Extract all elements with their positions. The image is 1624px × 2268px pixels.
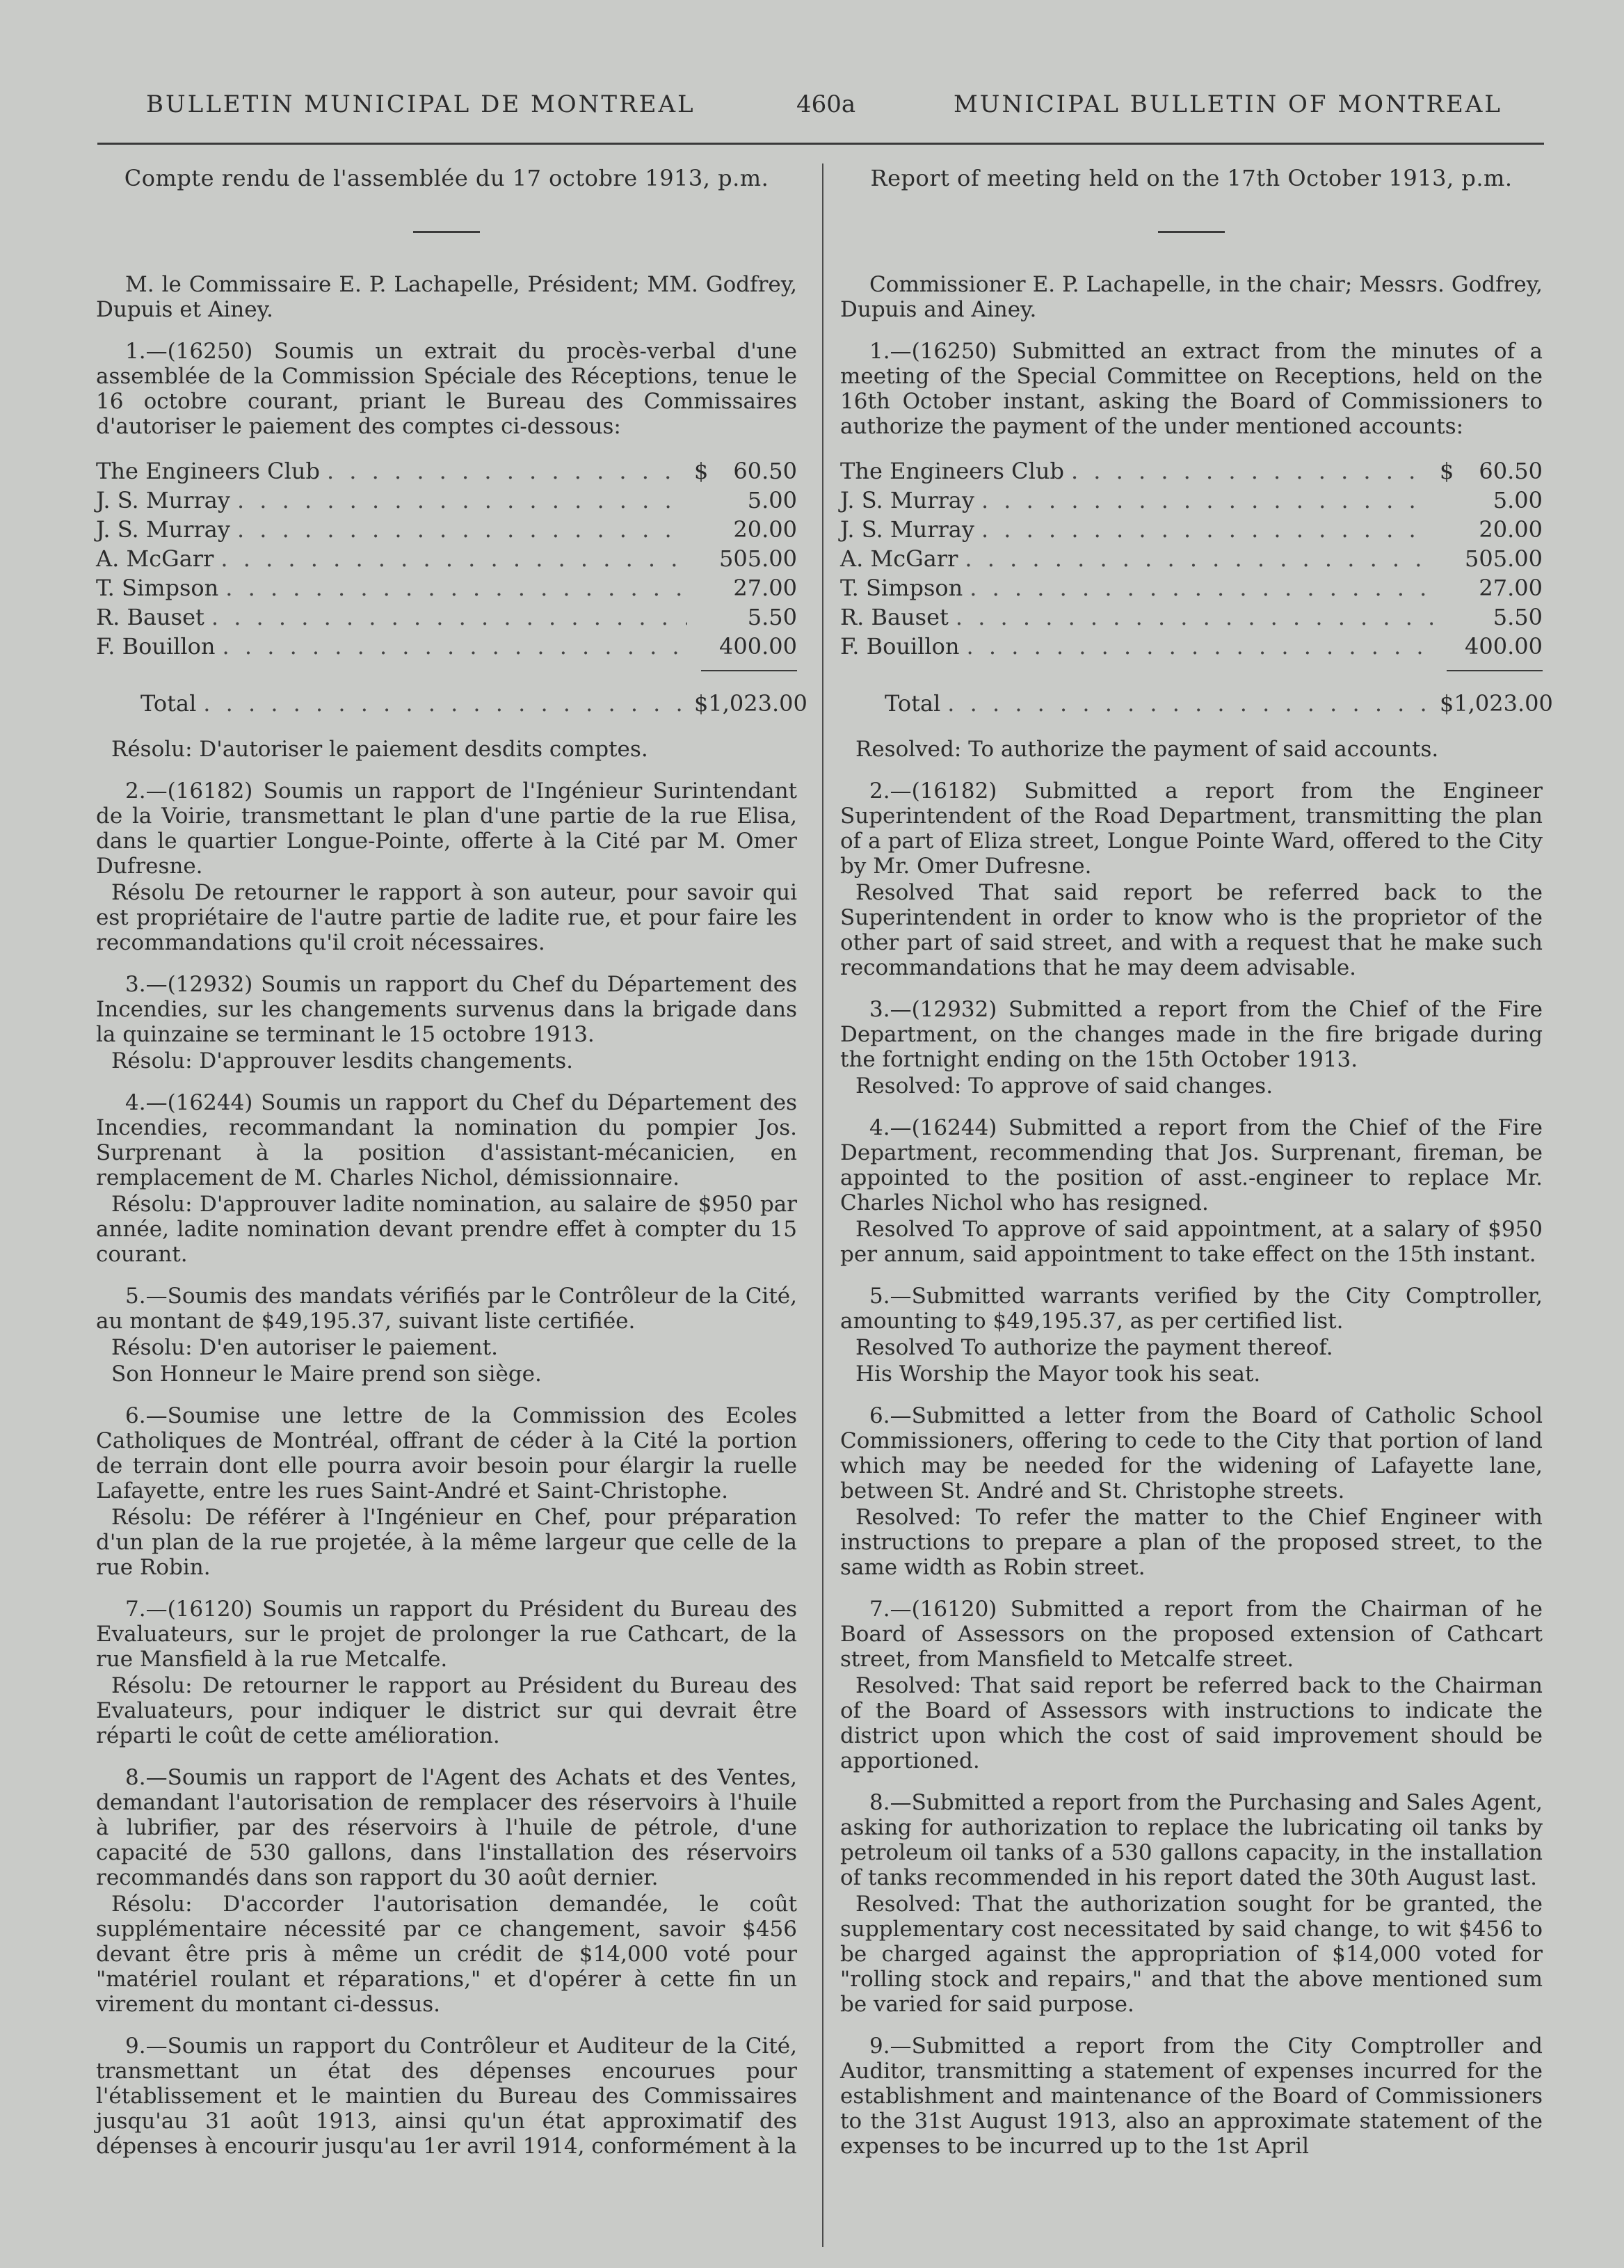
item-7: 7.—(16120) Submitted a report from the Chairman of he Board of Assessors on the proposed extension of Cathcart street, from Mansfield to Metcalfe street.	[840, 1597, 1543, 1672]
resolution-4: Résolu: D'approuver ladite nomination, au salaire de $950 par année, ladite nomination devant prendre effet à compter du 15 courant.	[96, 1192, 797, 1267]
title-rule	[1158, 231, 1225, 233]
account-row: J. S. Murray . . . 5.00	[840, 488, 1543, 517]
account-row: A. McGarr . . . 505.00	[840, 546, 1543, 575]
item-8: 8.—Soumis un rapport de l'Agent des Achats et des Ventes, demandant l'autorisation de remplacer des réservoirs à l'huile à lubrifier, par des réservoirs à l'huile de pétrole, d'une capacité de 530 gallons, dans l'installation des réservoirs recommandés dans son rapport du 30 août dernier.	[96, 1765, 797, 1890]
resolution-8: Resolved: That the authorization sought for be granted, the supplementary cost necessitated by said change, to wit $456 to be charged against the appropriation of $14,000 voted for "rolling stock and repairs," and that the above mentioned sum be varied for said purpose.	[840, 1892, 1543, 2017]
page-number: 460a	[796, 90, 856, 118]
resolution-3: Résolu: D'approuver lesdits changements.	[111, 1048, 574, 1073]
title-rule	[413, 231, 480, 233]
resolution-1: Resolved: To authorize the payment of said accounts.	[855, 737, 1439, 762]
account-row: F. Bouillon . . . 400.00	[840, 634, 1543, 663]
account-row: F. Bouillon . . . 400.00	[96, 634, 797, 663]
sum-rule	[1447, 670, 1543, 671]
account-row: R. Bauset . . . 5.50	[96, 605, 797, 634]
resolution-1: Résolu: D'autoriser le paiement desdits comptes.	[111, 737, 648, 762]
resolution-2: Résolu De retourner le rapport à son auteur, pour savoir qui est propriétaire de l'autre partie de ladite rue, et pour faire les recommandations qu'il croit nécessaires.	[96, 880, 797, 955]
page-header	[146, 82, 1502, 124]
item-6: 6.—Soumise une lettre de la Commission des Ecoles Catholiques de Montréal, offrant de céder à la Cité la portion de terrain dont elle pourra avoir besoin pour élargir la ruelle Lafayette, entre les rues Saint-André et Saint-Christophe.	[96, 1403, 797, 1503]
account-row: J. S. Murray . . . 20.00	[96, 517, 797, 546]
item-8: 8.—Submitted a report from the Purchasing and Sales Agent, asking for authorization to replace the lubricating oil tanks by petroleum oil tanks of a 530 gallons capacity, in the installation of tanks recommended in his report dated the 30th August last.	[840, 1790, 1543, 1890]
resolution-3: Resolved: To approve of said changes.	[855, 1073, 1273, 1099]
item-1: 1.—(16250) Soumis un extrait du procès-verbal d'une assemblée de la Commission Spéciale des Réceptions, tenue le 16 octobre courant, priant le Bureau des Commissaires d'autoriser le paiement des comptes ci-dessous:	[96, 339, 797, 439]
item-3: 3.—(12932) Soumis un rapport du Chef du Département des Incendies, sur les changements survenus dans la brigade dans la quinzaine se terminant le 15 octobre 1913.	[96, 972, 797, 1047]
item-9: 9.—Soumis un rapport du Contrôleur et Auditeur de la Cité, transmettant un état des dépenses encourues pour l'établissement et le maintien du Bureau des Commissaires jusqu'au 31 août 1913, ainsi qu'un état approximatif des dépenses à encourir jusqu'au 1er avril 1914, conformément à la	[96, 2034, 797, 2159]
total-label: Total	[885, 690, 941, 717]
item-9: 9.—Submitted a report from the City Comptroller and Auditor, transmitting a statement of expenses incurred for the establishment and maintenance of the Board of Commissioners to the 31st August 1913, also an approximate statement of the expenses to be incurred up to the 1st April	[840, 2034, 1543, 2159]
item-6: 6.—Submitted a letter from the Board of Catholic School Commissioners, offering to cede to the City that portion of land which may be needed for the widening of Lafayette lane, between St. André and St. Christophe streets.	[840, 1403, 1543, 1503]
mayor-note: Son Honneur le Maire prend son siège.	[111, 1361, 542, 1387]
header-english-title: MUNICIPAL BULLETIN OF MONTREAL	[953, 90, 1502, 118]
header-french-title: BULLETIN MUNICIPAL DE MONTREAL	[146, 90, 696, 118]
column-divider	[822, 163, 823, 2247]
attendance: M. le Commissaire E. P. Lachapelle, Président; MM. Godfrey, Dupuis et Ainey.	[96, 272, 797, 322]
resolution-7: Resolved: That said report be referred back to the Chairman of the Board of Assessors with instructions to indicate the district upon which the cost of said improvement should be apportioned.	[840, 1673, 1543, 1773]
french-column	[96, 165, 807, 2159]
resolution-5: Résolu: D'en autoriser le paiement.	[111, 1335, 498, 1360]
total-label: Total	[140, 690, 197, 717]
total-row	[840, 690, 1553, 720]
item-5: 5.—Soumis des mandats vérifiés par le Contrôleur de la Cité, au montant de $49,195.37, suivant liste certifiée.	[96, 1284, 797, 1334]
account-row: R. Bauset . . . 5.50	[840, 605, 1543, 634]
total-amount: $1,023.00	[1440, 690, 1553, 717]
account-row: A. McGarr . . . 505.00	[96, 546, 797, 575]
item-4: 4.—(16244) Submitted a report from the Chief of the Fire Department, recommending that Jos. Surprenant, fireman, be appointed to the position of asst.-engineer to replace Mr. Charles Nichol who has resigned.	[840, 1115, 1543, 1215]
attendance: Commissioner E. P. Lachapelle, in the chair; Messrs. Godfrey, Dupuis and Ainey.	[840, 272, 1543, 322]
item-5: 5.—Submitted warrants verified by the City Comptroller, amounting to $49,195.37, as per certified list.	[840, 1284, 1543, 1334]
resolution-7: Résolu: De retourner le rapport au Président du Bureau des Evaluateurs, pour indiquer le district sur qui devrait être réparti le coût de cette amélioration.	[96, 1673, 797, 1748]
english-column	[840, 165, 1553, 2159]
resolution-5: Resolved To authorize the payment thereof.	[855, 1335, 1333, 1360]
resolution-8: Résolu: D'accorder l'autorisation demandée, le coût supplémentaire nécessité par ce changement, savoir $456 devant être pris à même un crédit de $14,000 voté pour "matériel roulant et réparations," et d'opérer à cette fin un virement du montant ci-dessus.	[96, 1892, 797, 2017]
resolution-4: Resolved To approve of said appointment, at a salary of $950 per annum, said appointment to take effect on the 15th instant.	[840, 1217, 1543, 1267]
account-row: J. S. Murray . . . 5.00	[96, 488, 797, 517]
resolution-6: Résolu: De référer à l'Ingénieur en Chef, pour préparation d'un plan de la rue projetée, à la même largeur que celle de la rue Robin.	[96, 1505, 797, 1580]
meeting-title: Compte rendu de l'assemblée du 17 octobre 1913, p.m.	[124, 165, 769, 191]
sum-rule	[701, 670, 797, 671]
item-3: 3.—(12932) Submitted a report from the Chief of the Fire Department, on the changes made in the fire brigade during the fortnight ending on the 15th October 1913.	[840, 997, 1543, 1072]
item-2: 2.—(16182) Soumis un rapport de l'Ingénieur Surintendant de la Voirie, transmettant le plan d'une partie de la rue Elisa, dans le quartier Longue-Pointe, offerte à la Cité par M. Omer Dufresne.	[96, 778, 797, 879]
resolution-6: Resolved: To refer the matter to the Chief Engineer with instructions to prepare a plan of the proposed street, to the same width as Robin street.	[840, 1505, 1543, 1580]
meeting-title: Report of meeting held on the 17th October 1913, p.m.	[870, 165, 1513, 191]
total-amount: $1,023.00	[694, 690, 807, 717]
resolution-2: Resolved That said report be referred back to the Superintendent in order to know who is the proprietor of the other part of said street, and with a request that he make such recommandations that he may deem advisable.	[840, 880, 1543, 980]
account-row: The Engineers Club . . . $ 60.50	[840, 458, 1543, 488]
accounts-list	[840, 458, 1543, 663]
account-row: The Engineers Club . . . $ 60.50	[96, 458, 797, 488]
item-4: 4.—(16244) Soumis un rapport du Chef du Département des Incendies, recommandant la nomination du pompier Jos. Surprenant à la position d'assistant-mécanicien, en remplacement de M. Charles Nichol, démissionnaire.	[96, 1090, 797, 1190]
mayor-note: His Worship the Mayor took his seat.	[855, 1361, 1261, 1387]
item-2: 2.—(16182) Submitted a report from the Engineer Superintendent of the Road Department, transmitting the plan of a part of Eliza street, Longue Pointe Ward, offered to the City by Mr. Omer Dufresne.	[840, 778, 1543, 879]
account-row: T. Simpson . . . 27.00	[96, 575, 797, 605]
account-row: T. Simpson . . . 27.00	[840, 575, 1543, 605]
item-7: 7.—(16120) Soumis un rapport du Président du Bureau des Evaluateurs, sur le projet de prolonger la rue Cathcart, de la rue Mansfield à la rue Metcalfe.	[96, 1597, 797, 1672]
header-rule	[97, 143, 1544, 145]
total-row	[96, 690, 807, 720]
account-row: J. S. Murray . . . 20.00	[840, 517, 1543, 546]
item-1: 1.—(16250) Submitted an extract from the minutes of a meeting of the Special Committee on Receptions, held on the 16th October instant, asking the Board of Commissioners to authorize the payment of the under mentioned accounts:	[840, 339, 1543, 439]
accounts-list	[96, 458, 797, 663]
